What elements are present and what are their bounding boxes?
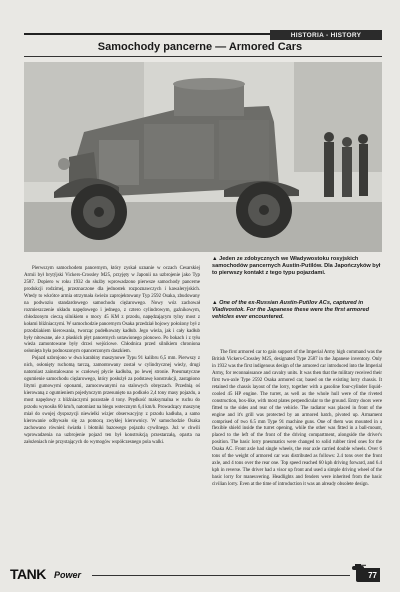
photo-caption-english: ▲ One of the ex-Russian Austin-Putilov ACs, captured in Vladivostok. For the Japanese these were the first armored vehicles ever encountered.: [212, 300, 369, 321]
magazine-logo: [10, 566, 92, 584]
paragraph-polish-1: Pierwszym samochodem pancernym, który zyskał uznanie w oczach Cesarskiej Armii był brytýjski Vickers-Crossley M25, przyjęty w Japonii na uzbrojenie jako Typ 2587. Dopiero w roku 1932 do służby wprowadzono pierwsze samochody pancerne produkcji rodzimej, przeznaczone dla jednostek rozpoznawczych i kawaleryjskich. Wtedy to wkrótce armia otrzymała świeżo zaprojektowany Typ 2592 Osaka, zbudowany na podwoziu standardowego samochodu ciężarowego. Nowy wóz zachował rozmieszczenie układu napędowego i jednego, z cztero cylindrowym, gaźnikowym, chłodzonym cieczą silnikiem o mocy 45 KM z przodu, napędzającym tylny most z kołami bliźniaczymi. W samochodzie pancernym Osaka przedział bojowy położony był z przodziakiem kierowania, tworząc pudełkowaty kadłub. Jego wieża, jak i cały kadłub były nitowane, ale z płaskich płyt pancernych ustawionego pionowo. Po bokach i z tyłu wieża zamontowane były drzwi wejściowe. Chłodnica przed silnikiem chroniona osłonięta była podnoszonym opancerzonym daszkiem.: [24, 266, 200, 355]
armored-car-photo: [24, 62, 382, 252]
armored-car-illustration: [24, 62, 382, 252]
photo-caption-polish: ▲ Jeden ze zdobycznych we Władywostoku rosyjskich samochodów pancernych Austin-Putilów. Dla Japończyków był to pierwszy kontakt z tego typu pojazdami.: [212, 256, 381, 277]
article-column-polish: [24, 266, 200, 447]
logo-main-text: TANK: [10, 566, 46, 582]
paragraph-polish-2: Pojazd uzbrojono w dwa karabiny maszynowe Typu 91 kalibru 6,5 mm. Pierwszy z nich, osłonięty ruchomą tarczą, zamontowany został w cylindrycznej wieży, drugi natomiast zainstalowano w czołowej płycie kadłuba, po lewej stronie. Pneumatyczne ogumienie samochodu ciężarowego, który posłużył za podstawę konstrukcji, zastąpiono litymi gumowymi oponami, zamocowanymi na stalowych obręczach. Przednią oś kierowaną z ogumieniem pojedynczym przesunięto na podkoło 2,4 tony masy pojazdu, a most napędowy z bliźniaczymi pozostałe 4 tony. Prędkość maksymalna w ruchu do przodu wynosiła 60 km/h, natomiast na biegu wstecznym 6,4 km/h. Prowadzący maszynę miał do swojej dyspozycji niewielki wizjer obserwacyjny z przodu kadłuba, a samo kierowanie odbywało się za pomocą zwykłej kierownicy. W samochodzie Osaka zachowano również światła i błotniki bazowego pojazdu cywilnego. Już w chwili wprowadzenia na uzbrojenie pojazd ten był konstrukcją przestarzałą, oparta na założeniach nie przystających do wymogów współczesnego pola walki.: [24, 356, 200, 445]
logo-sub-text: Power: [54, 570, 82, 580]
section-tag: HISTORIA - HISTORY: [270, 30, 382, 40]
article-column-english: [212, 350, 382, 489]
page-title: Samochody pancerne — Armored Cars: [97, 41, 303, 53]
footer-rule: [92, 575, 350, 576]
title-rule: [24, 56, 382, 57]
header-rule: [24, 33, 274, 35]
page-number: 77: [356, 568, 380, 582]
paragraph-english-1: The first armored car to gain support of the Imperial Army high command was the British Vickers-Crossley M25, designated Type 2587 in the Japanese inventory. Only in 1932 was the first indigenous design of the armored car introduced into the Imperial Army, for reconnaissance and cavalry units. It was then that the military received their first two-axle Type 2592 Osaka armored car, based on the existing lorry chassis. It retained the chassis layout of the lorry, together with a gasoline four-cylinder liquid-cooled 45 HP engine. The turret, as well as the whole hull were of the riveted construction, box-like, with most plates perpendicular to the ground. Entry doors were fitted to the sides and rear of the vehicle. The radiator was placed in front of the engine and it's grill was protected by an armored hatch, pivoted up. Armament comprised of two 6.5 mm Type 91 machine guns. One of them was mounted in a flexible shield inside the turret opening, while the other was fitted in a ball-mount, placed to the left of the front of the driving compartment, alongside the driver's position. The basic lorry pneumatics were changed to solid rubber tired ones for the Osaka AC. Front axle had single wheels, the rear axle carried double wheels. Over 6 tons of the weight of armored car was distributed as follows: 2.4 tons over the front axle, and 4 tons over the rear one. Top speed reached 60 kph driving forward, and 6.4 kph in reverse. The driver had a visor up front and used a simple driving wheel of the basic lorry for maneuvering. Headlights and fenders were inherited from the basic civilian lorry. Even at the time of introduction it was an already obsolete design.: [212, 350, 382, 488]
